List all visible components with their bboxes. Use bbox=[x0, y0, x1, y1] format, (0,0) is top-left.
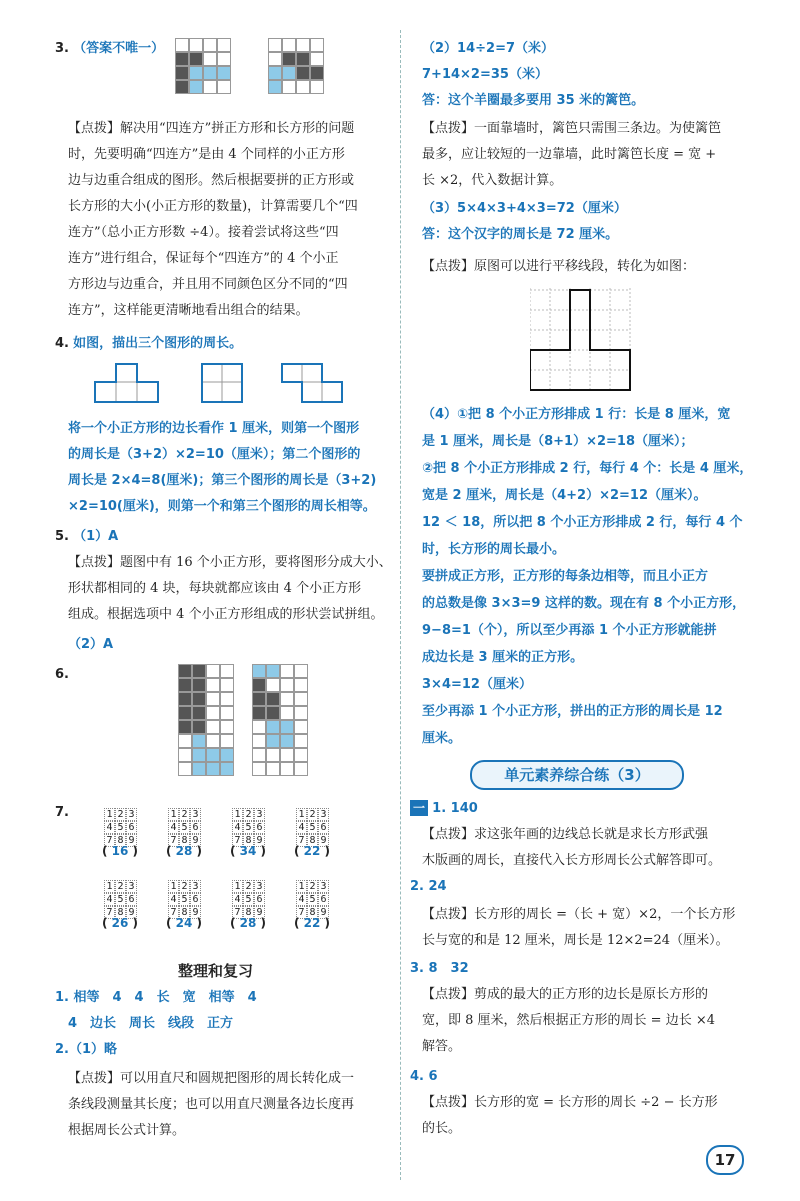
review-line3: 2.（1）略 bbox=[55, 1042, 118, 1057]
number-grid-digit: 9 bbox=[254, 834, 265, 847]
grid-cell bbox=[266, 706, 280, 720]
number-grid-digit: 8 bbox=[307, 906, 318, 919]
grid-cell bbox=[206, 762, 220, 776]
grid-cell bbox=[178, 734, 192, 748]
grid-cell bbox=[178, 720, 192, 734]
number-grid-digit: 1 bbox=[168, 808, 179, 821]
number-grid bbox=[232, 808, 265, 847]
number-grid-digit: 4 bbox=[168, 821, 179, 834]
grid-cell bbox=[206, 664, 220, 678]
q7-answer: ( 28 ) bbox=[230, 916, 267, 930]
q3tip-line: 连方”（总小正方形数 ÷4）。接着尝试将这些“四 bbox=[68, 225, 339, 240]
grid-cell bbox=[203, 66, 217, 80]
u4tip-line: 的长。 bbox=[422, 1121, 462, 1136]
number-grid-digit: 7 bbox=[296, 906, 307, 919]
grid-cell bbox=[266, 720, 280, 734]
rp3-line: 答：这个汉字的周长是 72 厘米。 bbox=[422, 227, 619, 242]
u2-answer: 2. 24 bbox=[410, 879, 447, 894]
grid-cell bbox=[266, 762, 280, 776]
translated-shape-figure bbox=[530, 288, 632, 392]
number-grid-digit: 6 bbox=[318, 821, 329, 834]
grid-cell bbox=[220, 748, 234, 762]
q5tip-line: 形状都相同的 4 块，每块就都应该由 4 个小正方形 bbox=[68, 581, 362, 596]
grid-cell bbox=[192, 706, 206, 720]
q3tip-line: 连方”进行组合，保证每个“四连方”的 4 个小正 bbox=[68, 251, 339, 266]
grid-cell bbox=[296, 66, 310, 80]
grid-cell bbox=[252, 678, 266, 692]
number-grid-digit: 6 bbox=[318, 893, 329, 906]
rp4-line: 是 1 厘米，周长是（8+1）×2=18（厘米）； bbox=[422, 434, 694, 449]
number-grid-digit: 8 bbox=[243, 834, 254, 847]
grid-cell bbox=[220, 762, 234, 776]
q3-line bbox=[55, 38, 164, 60]
number-grid-digit: 6 bbox=[126, 893, 137, 906]
translated-shape-outline bbox=[530, 290, 630, 390]
grid-cell bbox=[280, 762, 294, 776]
grid-cell bbox=[280, 748, 294, 762]
grid-cell bbox=[282, 80, 296, 94]
number-grid-digit: 9 bbox=[190, 834, 201, 847]
q7-line bbox=[55, 802, 69, 824]
grid-cell bbox=[192, 678, 206, 692]
grid-cell bbox=[203, 38, 217, 52]
number-grid-digit: 9 bbox=[126, 834, 137, 847]
u3tip-line: 解答。 bbox=[422, 1039, 462, 1054]
grid-cell bbox=[206, 692, 220, 706]
q7-answer: ( 24 ) bbox=[166, 916, 203, 930]
u2tip-line: 【点拨】长方形的周长 =（长 + 宽）×2，一个长方形 bbox=[422, 907, 736, 922]
review-title: 整理和复习 bbox=[178, 962, 254, 980]
number-grid-digit: 2 bbox=[115, 880, 126, 893]
grid-cell bbox=[282, 52, 296, 66]
number-grid-digit: 8 bbox=[307, 834, 318, 847]
grid-cell bbox=[220, 692, 234, 706]
rtop-line: （2）14÷2=7（米） bbox=[422, 41, 555, 56]
rtip1-line: 最多，应让较短的一边靠墙，此时篱笆长度 = 宽 + bbox=[422, 147, 717, 162]
q5-part2-line bbox=[68, 634, 113, 656]
number-grid-digit: 6 bbox=[190, 821, 201, 834]
grid-cell bbox=[206, 748, 220, 762]
number-grid-digit: 2 bbox=[179, 808, 190, 821]
number-grid bbox=[104, 880, 137, 919]
number-grid-digit: 8 bbox=[115, 906, 126, 919]
number-grid-digit: 1 bbox=[104, 808, 115, 821]
grid-cell bbox=[310, 66, 324, 80]
rp4-line: 3×4=12（厘米） bbox=[422, 677, 532, 692]
number-grid bbox=[296, 880, 329, 919]
grid-cell bbox=[178, 762, 192, 776]
number-grid-digit: 3 bbox=[126, 808, 137, 821]
q7-answer: ( 28 ) bbox=[166, 844, 203, 858]
revtip-line: 条线段测量其长度；也可以用直尺测量各边长度再 bbox=[68, 1097, 355, 1112]
review-line2: 4 边长 周长 线段 正方 bbox=[68, 1016, 234, 1031]
number-grid-digit: 8 bbox=[179, 834, 190, 847]
q7-answer: ( 22 ) bbox=[294, 916, 331, 930]
rp4-line: 要拼成正方形，正方形的每条边相等，而且小正方 bbox=[422, 569, 709, 584]
q7-answer: ( 34 ) bbox=[230, 844, 267, 858]
number-grid-digit: 3 bbox=[190, 880, 201, 893]
grid-cell bbox=[252, 720, 266, 734]
revtip-line: 根据周长公式计算。 bbox=[68, 1123, 186, 1138]
rp4-line: （4）①把 8 个小正方形排成 1 行：长是 8 厘米，宽 bbox=[422, 407, 731, 422]
q4ans-line: ×2=10(厘米)，则第一个和第三个图形的周长相等。 bbox=[68, 499, 376, 514]
q7-answer: ( 26 ) bbox=[102, 916, 139, 930]
grid-cell bbox=[178, 748, 192, 762]
right-tip2: 【点拨】原图可以进行平移线段，转化为如图： bbox=[422, 259, 696, 274]
q4ans-line: 的周长是（3+2）×2=10（厘米）；第二个图形的 bbox=[68, 447, 361, 462]
number-grid-digit: 7 bbox=[104, 834, 115, 847]
review-line1: 1. 相等 4 4 长 宽 相等 4 bbox=[55, 990, 257, 1005]
number-grid-digit: 1 bbox=[168, 880, 179, 893]
grid-cell bbox=[206, 706, 220, 720]
grid-cell bbox=[217, 80, 231, 94]
number-grid-digit: 9 bbox=[126, 906, 137, 919]
grid-cell bbox=[252, 734, 266, 748]
number-grid-digit: 7 bbox=[168, 906, 179, 919]
q6-line bbox=[55, 664, 69, 686]
number-grid-digit: 8 bbox=[179, 906, 190, 919]
u1tip-line: 【点拨】求这张年画的边线总长就是求长方形武强 bbox=[422, 827, 709, 842]
q5-part1: （1）A bbox=[73, 529, 119, 544]
grid-cell bbox=[296, 80, 310, 94]
grid-cell bbox=[206, 720, 220, 734]
rp4-line: 宽是 2 厘米，周长是（4+2）×2=12（厘米）。 bbox=[422, 488, 707, 503]
grid-cell bbox=[252, 762, 266, 776]
grid-cell bbox=[252, 706, 266, 720]
grid-cell bbox=[192, 720, 206, 734]
number-grid-digit: 4 bbox=[296, 821, 307, 834]
number-grid-digit: 4 bbox=[104, 821, 115, 834]
number-grid-digit: 3 bbox=[190, 808, 201, 821]
rtip1-line: 【点拨】一面靠墙时，篱笆只需围三条边。为使篱笆 bbox=[422, 121, 722, 136]
q5-part2: （2）A bbox=[68, 637, 114, 652]
rp4-line: 的总数是像 3×3=9 这样的数。现在有 8 个小正方形， bbox=[422, 596, 746, 611]
grid-cell bbox=[266, 748, 280, 762]
q4ans-line: 将一个小正方形的边长看作 1 厘米，则第一个图形 bbox=[68, 421, 360, 436]
number-grid-digit: 7 bbox=[232, 906, 243, 919]
grid-cell bbox=[280, 734, 294, 748]
grid-cell bbox=[189, 52, 203, 66]
q3tip-line: 方形边与边重合，并且用不同颜色区分不同的“四 bbox=[68, 277, 348, 292]
number-grid-digit: 4 bbox=[296, 893, 307, 906]
number-grid-digit: 1 bbox=[232, 808, 243, 821]
rp4-line: 成边长是 3 厘米的正方形。 bbox=[422, 650, 584, 665]
grid-cell bbox=[310, 38, 324, 52]
q3-grid-a bbox=[175, 38, 231, 94]
number-grid bbox=[104, 808, 137, 847]
u4-answer: 4. 6 bbox=[410, 1069, 438, 1084]
grid-cell bbox=[268, 66, 282, 80]
number-grid-digit: 1 bbox=[296, 880, 307, 893]
shape-three-outline bbox=[282, 364, 342, 402]
number-grid-digit: 2 bbox=[243, 808, 254, 821]
grid-cell bbox=[192, 762, 206, 776]
number-grid-digit: 1 bbox=[296, 808, 307, 821]
grid-cell bbox=[175, 66, 189, 80]
number-grid-digit: 8 bbox=[243, 906, 254, 919]
grid-cell bbox=[294, 678, 308, 692]
grid-cell bbox=[294, 706, 308, 720]
number-grid-digit: 6 bbox=[254, 893, 265, 906]
q5-number: 5. bbox=[55, 529, 69, 544]
grid-cell bbox=[280, 664, 294, 678]
q4-line bbox=[55, 333, 242, 355]
number-grid-digit: 5 bbox=[243, 893, 254, 906]
grid-cell bbox=[217, 38, 231, 52]
number-grid-digit: 2 bbox=[307, 808, 318, 821]
q3-grid-b bbox=[268, 38, 324, 94]
grid-cell bbox=[189, 80, 203, 94]
u3-answer: 3. 8 32 bbox=[410, 961, 469, 976]
q3-number: 3. bbox=[55, 41, 69, 56]
number-grid-digit: 6 bbox=[254, 821, 265, 834]
number-grid-digit: 3 bbox=[254, 880, 265, 893]
number-grid-digit: 8 bbox=[115, 834, 126, 847]
q3tip-line: 边与边重合组成的图形。然后根据要拼的正方形或 bbox=[68, 173, 355, 188]
number-grid-digit: 5 bbox=[307, 893, 318, 906]
number-grid-digit: 1 bbox=[104, 880, 115, 893]
grid-cell bbox=[175, 80, 189, 94]
q7-answer: ( 22 ) bbox=[294, 844, 331, 858]
grid-cell bbox=[206, 734, 220, 748]
number-grid-digit: 5 bbox=[179, 893, 190, 906]
number-grid-digit: 2 bbox=[179, 880, 190, 893]
q6-grid-a bbox=[178, 664, 234, 784]
rp4-line: ②把 8 个小正方形排成 2 行，每行 4 个：长是 4 厘米， bbox=[422, 461, 753, 476]
q3-note: （答案不唯一） bbox=[73, 41, 165, 56]
u4tip-line: 【点拨】长方形的宽 = 长方形的周长 ÷2 − 长方形 bbox=[422, 1095, 718, 1110]
grid-cell bbox=[220, 734, 234, 748]
q3tip-line: 时，先要明确“四连方”是由 4 个同样的小正方形 bbox=[68, 147, 345, 162]
u3tip-line: 【点拨】剪成的最大的正方形的边长是原长方形的 bbox=[422, 987, 709, 1002]
shape-one-outline bbox=[95, 364, 158, 402]
grid-cell bbox=[192, 734, 206, 748]
q5tip-line: 【点拨】题图中有 16 个小正方形，要将图形分成大小、 bbox=[68, 555, 392, 570]
rtop-line: 答：这个羊圈最多要用 35 米的篱笆。 bbox=[422, 93, 645, 108]
number-grid-digit: 5 bbox=[243, 821, 254, 834]
grid-cell bbox=[178, 692, 192, 706]
number-grid bbox=[296, 808, 329, 847]
number-grid-digit: 9 bbox=[318, 906, 329, 919]
q7-answer: ( 16 ) bbox=[102, 844, 139, 858]
number-grid-digit: 9 bbox=[190, 906, 201, 919]
grid-cell bbox=[294, 762, 308, 776]
grid-cell bbox=[310, 52, 324, 66]
q4-number: 4. bbox=[55, 336, 69, 351]
rp4-line: 厘米。 bbox=[422, 731, 462, 746]
number-grid bbox=[168, 808, 201, 847]
grid-cell bbox=[280, 706, 294, 720]
grid-cell bbox=[203, 80, 217, 94]
q3tip-line: 连方”，这样能更清晰地看出组合的结果。 bbox=[68, 303, 309, 318]
q7-number: 7. bbox=[55, 805, 69, 820]
u2tip-line: 长与宽的和是 12 厘米，周长是 12×2=24（厘米）。 bbox=[422, 933, 729, 948]
q4-text: 如图，描出三个图形的周长。 bbox=[73, 336, 243, 351]
grid-cell bbox=[203, 52, 217, 66]
number-grid-digit: 2 bbox=[243, 880, 254, 893]
grid-cell bbox=[294, 748, 308, 762]
q3tip-line: 长方形的大小(小正方形的数量)，计算需要几个“四 bbox=[68, 199, 358, 214]
number-grid-digit: 3 bbox=[318, 880, 329, 893]
grid-cell bbox=[266, 692, 280, 706]
number-grid-digit: 4 bbox=[232, 821, 243, 834]
q6-number: 6. bbox=[55, 667, 69, 682]
number-grid-digit: 7 bbox=[168, 834, 179, 847]
rtip1-line: 长 ×2，代入数据计算。 bbox=[422, 173, 563, 188]
grid-cell bbox=[178, 678, 192, 692]
u1-answer: 1. 140 bbox=[432, 801, 478, 816]
number-grid-digit: 9 bbox=[254, 906, 265, 919]
grid-cell bbox=[310, 80, 324, 94]
grid-cell bbox=[252, 692, 266, 706]
u1tip-line: 木版画的周长，直接代入长方形周长公式解答即可。 bbox=[422, 853, 722, 868]
q6-grid-b bbox=[252, 664, 308, 784]
q4-shapes bbox=[90, 362, 350, 406]
rp4-line: 12 ＜ 18，所以把 8 个小正方形排成 2 行，每行 4 个 bbox=[422, 515, 743, 530]
grid-cell bbox=[217, 66, 231, 80]
number-grid-digit: 2 bbox=[307, 880, 318, 893]
grid-cell bbox=[296, 52, 310, 66]
grid-cell bbox=[268, 52, 282, 66]
number-grid-digit: 3 bbox=[254, 808, 265, 821]
rp4-line: 时，长方形的周长最小。 bbox=[422, 542, 566, 557]
grid-cell bbox=[268, 38, 282, 52]
grid-cell bbox=[294, 692, 308, 706]
rp3-line: （3）5×4×3+4×3=72（厘米） bbox=[422, 201, 627, 216]
u1-line bbox=[410, 798, 478, 820]
q5tip-line: 组成。根据选项中 4 个小正方形组成的形状尝试拼组。 bbox=[68, 607, 384, 622]
section-one-badge: 一 bbox=[410, 800, 428, 816]
grid-cell bbox=[178, 664, 192, 678]
q3tip-line: 【点拨】解决用“四连方”拼正方形和长方形的问题 bbox=[68, 121, 355, 136]
grid-cell bbox=[280, 720, 294, 734]
grid-cell bbox=[220, 678, 234, 692]
grid-cell bbox=[280, 678, 294, 692]
number-grid-digit: 3 bbox=[318, 808, 329, 821]
unit-title-banner: 单元素养综合练（3） bbox=[470, 760, 684, 790]
rtop-line: 7+14×2=35（米） bbox=[422, 67, 548, 82]
grid-cell bbox=[189, 66, 203, 80]
column-divider bbox=[400, 30, 401, 1180]
page-number: 17 bbox=[706, 1145, 744, 1175]
number-grid-digit: 6 bbox=[126, 821, 137, 834]
grid-cell bbox=[266, 734, 280, 748]
grid-cell bbox=[220, 664, 234, 678]
number-grid-digit: 1 bbox=[232, 880, 243, 893]
revtip-line: 【点拨】可以用直尺和圆规把图形的周长转化成一 bbox=[68, 1071, 355, 1086]
grid-cell bbox=[294, 734, 308, 748]
grid-cell bbox=[217, 52, 231, 66]
number-grid-digit: 7 bbox=[296, 834, 307, 847]
number-grid-digit: 7 bbox=[232, 834, 243, 847]
number-grid bbox=[232, 880, 265, 919]
grid-cell bbox=[280, 692, 294, 706]
number-grid-digit: 3 bbox=[126, 880, 137, 893]
grid-cell bbox=[192, 748, 206, 762]
grid-cell bbox=[268, 80, 282, 94]
rp4-line: 9−8=1（个），所以至少再添 1 个小正方形就能拼 bbox=[422, 623, 717, 638]
q5-line bbox=[55, 526, 118, 548]
grid-cell bbox=[175, 38, 189, 52]
grid-cell bbox=[294, 664, 308, 678]
grid-cell bbox=[189, 38, 203, 52]
grid-cell bbox=[282, 38, 296, 52]
grid-cell bbox=[192, 692, 206, 706]
grid-cell bbox=[252, 748, 266, 762]
number-grid-digit: 5 bbox=[179, 821, 190, 834]
number-grid-digit: 4 bbox=[232, 893, 243, 906]
rp4-line: 至少再添 1 个小正方形，拼出的正方形的周长是 12 bbox=[422, 704, 723, 719]
grid-cell bbox=[252, 664, 266, 678]
grid-cell bbox=[296, 38, 310, 52]
number-grid-digit: 4 bbox=[168, 893, 179, 906]
grid-cell bbox=[206, 678, 220, 692]
grid-cell bbox=[220, 706, 234, 720]
grid-cell bbox=[266, 678, 280, 692]
grid-cell bbox=[175, 52, 189, 66]
number-grid-digit: 6 bbox=[190, 893, 201, 906]
grid-cell bbox=[266, 664, 280, 678]
number-grid-digit: 5 bbox=[115, 821, 126, 834]
grid-cell bbox=[282, 66, 296, 80]
grid-cell bbox=[220, 720, 234, 734]
q4ans-line: 周长是 2×4=8(厘米)；第三个图形的周长是（3+2) bbox=[68, 473, 377, 488]
number-grid-digit: 5 bbox=[115, 893, 126, 906]
number-grid-digit: 9 bbox=[318, 834, 329, 847]
grid-cell bbox=[178, 706, 192, 720]
grid-cell bbox=[294, 720, 308, 734]
number-grid-digit: 5 bbox=[307, 821, 318, 834]
grid-cell bbox=[192, 664, 206, 678]
number-grid-digit: 2 bbox=[115, 808, 126, 821]
number-grid-digit: 7 bbox=[104, 906, 115, 919]
number-grid bbox=[168, 880, 201, 919]
number-grid-digit: 4 bbox=[104, 893, 115, 906]
u3tip-line: 宽，即 8 厘米，然后根据正方形的周长 = 边长 ×4 bbox=[422, 1013, 715, 1028]
